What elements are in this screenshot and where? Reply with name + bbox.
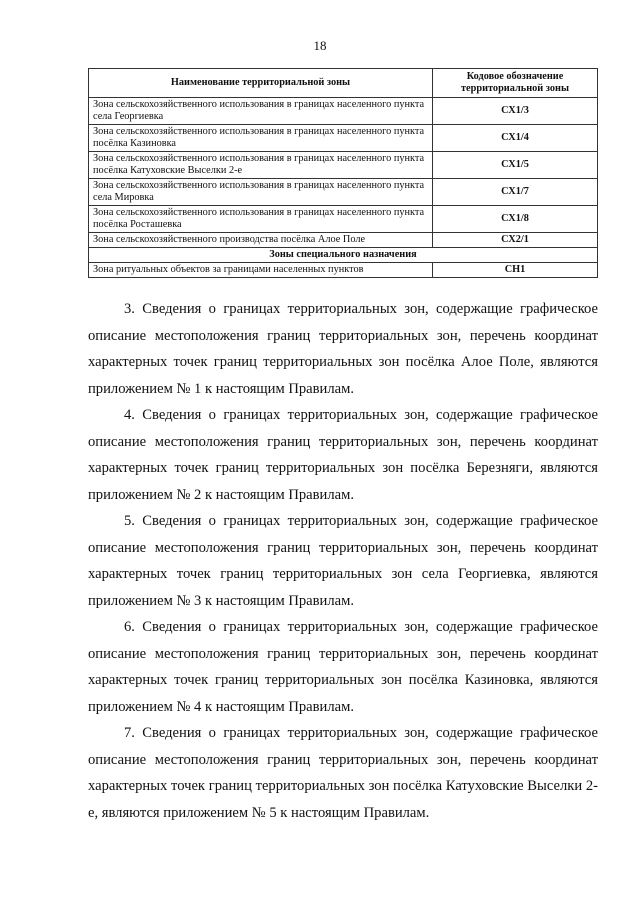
table-row xyxy=(89,206,598,233)
table-row xyxy=(89,233,598,248)
table-row xyxy=(89,263,598,278)
zone-code: СХ1/7 xyxy=(433,179,598,206)
zone-code: СХ1/8 xyxy=(433,206,598,233)
zone-name: Зона сельскохозяйственного использования в границах населенного пункта села Георгиевка xyxy=(89,98,433,125)
table-row xyxy=(89,152,598,179)
zone-name: Зона сельскохозяйственного использования в границах населенного пункта посёлка Казиновка xyxy=(89,125,433,152)
paragraph: 6. Сведения о границах территориальных зон, содержащие графическое описание местоположения границ территориальных зон, перечень координат характерных точек границ территориальных зон посёлка Казиновка, являются приложением № 4 к настоящим Правилам. xyxy=(88,619,598,715)
zone-code: СХ1/5 xyxy=(433,152,598,179)
table-row xyxy=(89,125,598,152)
paragraph: 3. Сведения о границах территориальных зон, содержащие графическое описание местоположения границ территориальных зон, перечень координат характерных точек границ территориальных зон посёлка Алое Поле, являются приложением № 1 к настоящим Правилам. xyxy=(88,301,598,397)
paragraph: 5. Сведения о границах территориальных зон, содержащие графическое описание местоположения границ территориальных зон, перечень координат характерных точек границ территориальных зон села Георгиевка, являются приложением № 3 к настоящим Правилам. xyxy=(88,513,598,609)
zone-code: СХ2/1 xyxy=(433,233,598,248)
zone-code: СХ1/3 xyxy=(433,98,598,125)
zone-code: СН1 xyxy=(433,263,598,278)
header-zone-name: Наименование территориальной зоны xyxy=(89,69,433,98)
zone-name: Зона сельскохозяйственного использования в границах населенного пункта села Мировка xyxy=(89,179,433,206)
zones-table xyxy=(88,68,598,278)
paragraph: 7. Сведения о границах территориальных зон, содержащие графическое описание местоположения границ территориальных зон, перечень координат характерных точек границ территориальных зон посёлка Катуховские Выселки 2-е, являются приложением № 5 к настоящим Правилам. xyxy=(88,725,598,821)
page-number: 18 xyxy=(313,38,327,53)
zone-code: СХ1/4 xyxy=(433,125,598,152)
table-row xyxy=(89,98,598,125)
paragraph: 4. Сведения о границах территориальных зон, содержащие графическое описание местоположения границ территориальных зон, перечень координат характерных точек границ территориальных зон посёлка Березняги, являются приложением № 2 к настоящим Правилам. xyxy=(88,407,598,503)
table-header-row xyxy=(89,69,598,98)
table-row xyxy=(89,179,598,206)
zone-name: Зона сельскохозяйственного производства посёлка Алое Поле xyxy=(89,233,433,248)
table-section-row xyxy=(89,248,598,263)
zone-name: Зона сельскохозяйственного использования в границах населенного пункта посёлка Росташевка xyxy=(89,206,433,233)
header-zone-code: Кодовое обозначение территориальной зоны xyxy=(433,69,598,98)
zone-name: Зона ритуальных объектов за границами населенных пунктов xyxy=(89,263,433,278)
body-text xyxy=(88,296,598,826)
section-title: Зоны специального назначения xyxy=(89,248,598,263)
zone-name: Зона сельскохозяйственного использования в границах населенного пункта посёлка Катуховские Выселки 2-е xyxy=(89,152,433,179)
